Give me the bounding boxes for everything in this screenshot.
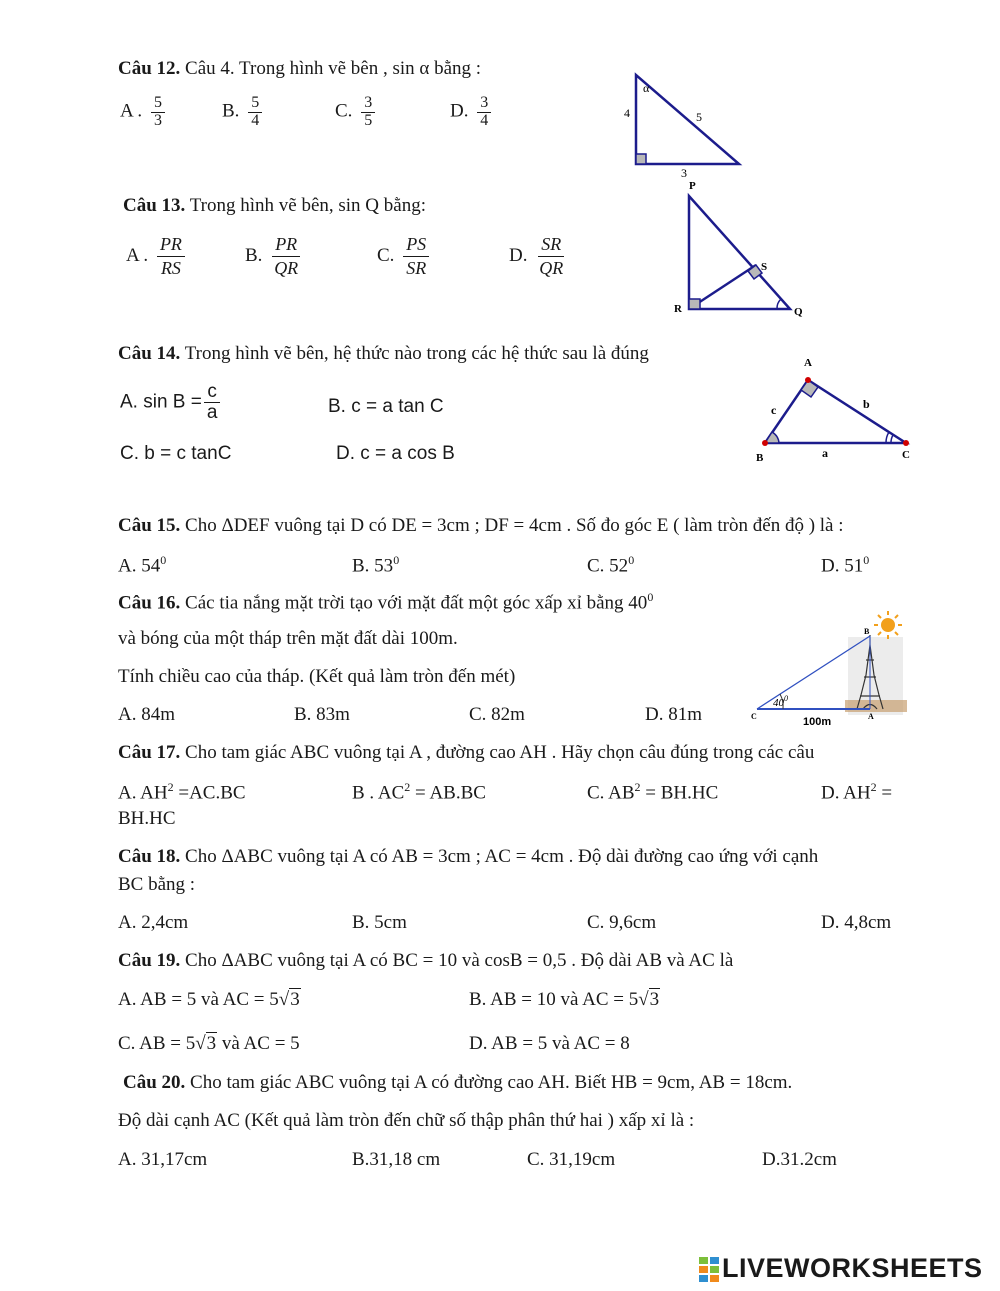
q13-option-a[interactable] — [126, 233, 185, 280]
q20-question — [123, 1072, 792, 1094]
q14-a-den: a — [206, 401, 218, 423]
q12-side-bottom-label: 3 — [681, 166, 687, 180]
q14-side-c: c — [771, 403, 777, 417]
q15-option-a[interactable] — [118, 553, 166, 577]
q17-d-sup: 2 — [870, 780, 877, 794]
q19-option-a[interactable] — [118, 989, 301, 1011]
q19-label: Câu 19. — [118, 950, 181, 971]
q14-option-c[interactable] — [120, 443, 231, 465]
q16-b-text: B. 83m — [294, 704, 350, 725]
q19-option-d[interactable] — [469, 1033, 630, 1055]
q16-sun-icon — [874, 611, 902, 639]
q19-b-sqrt: √3 — [638, 989, 660, 1010]
q16-length-label: 100m — [803, 716, 832, 728]
q13-b-letter: B. — [245, 244, 263, 266]
q15-d-text: D. 51 — [821, 555, 864, 577]
q14-side-a: a — [822, 446, 828, 460]
q12-d-num: 3 — [477, 95, 491, 113]
q14-question — [118, 343, 649, 365]
q13-option-b[interactable] — [245, 233, 301, 280]
q20-b-text: B.31,18 cm — [352, 1149, 441, 1170]
q18-a-text: A. 2,4cm — [118, 912, 189, 933]
q13-label: Câu 13. — [123, 195, 186, 216]
q12-triangle — [636, 75, 739, 164]
q19-b-rad: 3 — [649, 989, 660, 1010]
q16-point-b: B — [864, 627, 870, 636]
q15-option-b[interactable] — [352, 553, 399, 577]
q13-d-letter: D. — [509, 244, 528, 266]
q12-alpha-label: α — [643, 81, 650, 95]
q20-option-b[interactable] — [352, 1149, 440, 1171]
q19-a-rad: 3 — [290, 989, 300, 1010]
q15-a-sup: 0 — [160, 553, 167, 567]
q13-point-s: S — [761, 261, 768, 273]
q14-point-c-dot — [903, 440, 909, 446]
q18-text2: BC bằng : — [118, 874, 196, 895]
q17-label: Câu 17. — [118, 742, 181, 763]
q20-a-text: A. 31,17cm — [118, 1149, 208, 1170]
q14-point-b: B — [756, 452, 764, 464]
q18-option-c[interactable] — [587, 912, 656, 934]
q13-b-den: QR — [274, 257, 299, 278]
q17-text: Cho tam giác ABC vuông tại A , đường cao AH . Hãy chọn câu đúng trong các câu — [185, 742, 815, 763]
q19-a-pre: A. AB = 5 và AC = — [118, 989, 270, 1010]
q19-c-pre: C. AB = — [118, 1033, 186, 1054]
q13-question — [123, 195, 426, 217]
q12-option-d[interactable] — [450, 95, 491, 130]
q19-d-text: D. AB = 5 và AC = 8 — [469, 1033, 630, 1054]
q15-b-sup: 0 — [393, 553, 400, 567]
q16-a-text: A. 84m — [118, 704, 175, 725]
q18-option-b[interactable] — [352, 912, 407, 934]
q16-angle-sup: 0 — [784, 694, 788, 703]
q17-option-d[interactable] — [821, 780, 892, 804]
q15-option-d[interactable] — [821, 553, 869, 577]
q12-a-num: 5 — [151, 95, 165, 113]
q17-d-post: = — [876, 782, 893, 804]
q19-c-coef: 5 — [185, 1033, 196, 1054]
q12-b-num: 5 — [248, 95, 262, 113]
q17-a-pre: A. AH — [118, 782, 168, 804]
q19-option-b[interactable] — [469, 989, 660, 1011]
q13-a-num: PR — [157, 233, 185, 257]
q13-point-p: P — [689, 180, 696, 192]
q14-option-b[interactable] — [328, 396, 444, 418]
q15-option-c[interactable] — [587, 553, 634, 577]
q13-text: Trong hình vẽ bên, sin Q bằng: — [189, 195, 426, 216]
q12-label: Câu 12. — [118, 58, 181, 79]
q12-triangle-figure — [615, 65, 755, 180]
q13-option-c[interactable] — [377, 233, 429, 280]
q14-b-text: B. c = a tan C — [328, 396, 444, 417]
q13-b-num: PR — [272, 233, 300, 257]
q18-b-text: B. 5cm — [352, 912, 407, 933]
q19-text: Cho ΔABC vuông tại A có BC = 10 và cosB = 0,5 . Độ dài AB và AC là — [185, 950, 734, 971]
q18-d-text: D. 4,8cm — [821, 912, 892, 933]
q16-label: Câu 16. — [118, 592, 181, 614]
q12-right-angle-mark — [636, 154, 646, 164]
q14-triangle — [765, 380, 906, 443]
q16-text1: Các tia nắng mặt trời tạo với mặt đất một góc xấp xỉ bằng 40 — [185, 592, 648, 614]
q16-angle-label — [773, 694, 788, 709]
q15-d-sup: 0 — [863, 553, 870, 567]
q17-option-a[interactable] — [118, 780, 246, 804]
q20-label: Câu 20. — [123, 1072, 186, 1093]
q13-c-den: SR — [406, 257, 427, 278]
q19-c-rad: 3 — [206, 1033, 217, 1054]
q16-ground-scenery — [845, 700, 907, 712]
q17-option-b[interactable] — [352, 780, 486, 804]
q19-question — [118, 950, 733, 972]
q12-b-den: 4 — [251, 111, 260, 129]
q20-text2: Độ dài cạnh AC (Kết quả làm tròn đến chữ số thập phân thứ hai ) xấp xỉ là : — [118, 1110, 695, 1131]
q14-text: Trong hình vẽ bên, hệ thức nào trong các hệ thức sau là đúng — [184, 343, 649, 364]
q13-triangle-figure — [665, 178, 815, 323]
q16-question — [118, 590, 653, 614]
q12-question — [118, 58, 481, 80]
q17-a-post: =AC.BC — [173, 782, 246, 804]
q14-label: Câu 14. — [118, 343, 181, 364]
q14-a-num: c — [204, 382, 220, 403]
q16-point-a: A — [868, 712, 874, 721]
q14-option-a[interactable] — [120, 382, 220, 423]
q12-b-letter: B. — [222, 100, 240, 122]
q16-d-text: D. 81m — [645, 704, 702, 725]
q14-side-b: b — [863, 397, 870, 411]
q15-a-text: A. 54 — [118, 555, 161, 577]
q17-c-post: = BH.HC — [640, 782, 719, 804]
q18-text: Cho ΔABC vuông tại A có AB = 3cm ; AC = 4cm . Độ dài đường cao ứng với cạnh — [185, 846, 819, 867]
q17-a-sup: 2 — [167, 780, 174, 794]
q13-c-letter: C. — [377, 244, 395, 266]
q16-angle-value: 40 — [773, 697, 784, 709]
q12-d-den: 4 — [480, 111, 489, 129]
q12-c-den: 5 — [364, 111, 373, 129]
q19-b-pre: B. AB = 10 và AC = — [469, 989, 629, 1010]
q12-option-c[interactable] — [335, 95, 375, 130]
q12-c-letter: C. — [335, 100, 353, 122]
q18-label: Câu 18. — [118, 846, 181, 867]
q13-a-letter: A . — [126, 244, 149, 266]
q16-point-c: C — [751, 712, 757, 721]
q15-label: Câu 15. — [118, 515, 181, 536]
q20-option-d[interactable] — [762, 1149, 837, 1171]
q19-a-sqrt: √3 — [278, 989, 300, 1010]
q14-option-d[interactable] — [336, 443, 455, 465]
q17-option-c[interactable] — [587, 780, 718, 804]
q12-side-left-label: 4 — [624, 106, 630, 120]
q14-angle-c-mark2 — [886, 432, 889, 443]
q12-option-b[interactable] — [222, 95, 262, 130]
q14-c-text: C. b = c tanC — [120, 443, 232, 464]
q18-option-a[interactable] — [118, 912, 188, 934]
q13-point-r: R — [674, 303, 682, 315]
brand-logo-icon — [698, 1255, 722, 1283]
q16-tower-figure — [745, 605, 910, 730]
q17-b-sup: 2 — [404, 780, 411, 794]
q15-c-sup: 0 — [628, 553, 635, 567]
q14-point-a-dot — [805, 377, 811, 383]
q13-right-angle-r — [689, 299, 700, 309]
q15-question — [118, 515, 844, 537]
q16-text3: Tính chiều cao của tháp. (Kết quả làm tròn đến mét) — [118, 666, 516, 687]
q19-c-sqrt: √3 — [195, 1033, 217, 1054]
q14-point-c: C — [902, 449, 910, 461]
q13-point-q: Q — [794, 306, 803, 318]
q12-d-letter: D. — [450, 100, 469, 122]
q17-c-pre: C. AB — [587, 782, 635, 804]
q14-point-a: A — [804, 357, 812, 369]
q17-option-d-continued: BH.HC — [118, 808, 176, 829]
q16-text2: và bóng của một tháp trên mặt đất dài 100m. — [118, 628, 458, 649]
q14-triangle-figure — [745, 350, 925, 465]
q20-option-a[interactable] — [118, 1149, 207, 1171]
q20-c-text: C. 31,19cm — [527, 1149, 616, 1170]
q13-angle-q-mark — [777, 299, 781, 309]
q13-triangle — [689, 196, 790, 309]
q12-side-hyp-label: 5 — [696, 110, 702, 124]
q20-d-text: D.31.2cm — [762, 1149, 837, 1170]
q18-option-d[interactable] — [821, 912, 891, 934]
q15-b-text: B. 53 — [352, 555, 394, 577]
q16-option-c[interactable] — [469, 704, 525, 726]
q13-a-den: RS — [160, 257, 181, 278]
q16-c-text: C. 82m — [469, 704, 525, 725]
q14-d-text: D. c = a cos B — [336, 443, 455, 464]
q16-option-b[interactable] — [294, 704, 350, 726]
q16-text1-sup: 0 — [647, 590, 654, 604]
q16-option-a[interactable] — [118, 704, 175, 726]
q19-a-coef: 5 — [269, 989, 279, 1010]
q18-question — [118, 846, 818, 868]
q17-question — [118, 742, 814, 764]
q15-c-text: C. 52 — [587, 555, 629, 577]
q12-a-den: 3 — [153, 111, 162, 129]
q13-option-d[interactable] — [509, 233, 566, 280]
q20-text: Cho tam giác ABC vuông tại A có đường cao AH. Biết HB = 9cm, AB = 18cm. — [190, 1072, 793, 1093]
q13-d-num: SR — [538, 233, 564, 257]
q13-d-den: QR — [539, 257, 564, 278]
q13-c-num: PS — [403, 233, 429, 257]
q14-a-prefix: A. sin B = — [120, 391, 202, 413]
q20-option-c[interactable] — [527, 1149, 615, 1171]
q19-c-post: và AC = 5 — [217, 1033, 300, 1054]
q17-d-pre: D. AH — [821, 782, 871, 804]
q17-b-pre: B . AC — [352, 782, 405, 804]
q12-a-letter: A . — [120, 100, 143, 122]
q12-option-a[interactable] — [120, 95, 165, 130]
q18-c-text: C. 9,6cm — [587, 912, 657, 933]
q16-option-d[interactable] — [645, 704, 702, 726]
q19-b-coef: 5 — [628, 989, 639, 1010]
q17-c-sup: 2 — [634, 780, 641, 794]
q15-text: Cho ΔDEF vuông tại D có DE = 3cm ; DF = 4cm . Số đo góc E ( làm tròn đến độ ) là : — [185, 515, 844, 536]
brand-logo[interactable] — [698, 1253, 983, 1284]
q17-b-post: = AB.BC — [410, 782, 486, 804]
q19-option-c[interactable] — [118, 1033, 300, 1055]
brand-logo-text: LIVEWORKSHEETS — [722, 1253, 983, 1283]
q14-point-b-dot — [762, 440, 768, 446]
q12-text: Câu 4. Trong hình vẽ bên , sin α bằng : — [185, 58, 482, 79]
q12-c-num: 3 — [361, 95, 375, 113]
